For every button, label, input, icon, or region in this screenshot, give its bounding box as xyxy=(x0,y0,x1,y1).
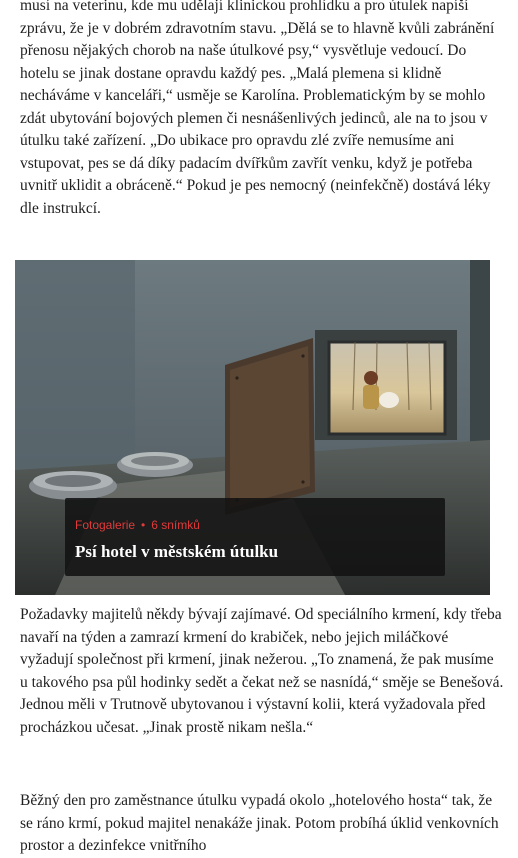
photo-gallery-card[interactable] xyxy=(15,260,490,595)
article-paragraph: musí na veterinu, kde mu udělají klinickou prohlídku a pro útulek napíší zprávu, že je v dobrém zdravotním stavu. „Dělá se to hlavně kvůli zabránění přenosu nějakých chorob na naše útulkové psy,“ vysvětluje vedoucí. Do hotelu se jinak dostane opravdu každý pes. „Malá plemena si klidně necháváme v kanceláři,“ usměje se Karolína. Problematickým by se mohlo zdát ubytování bojových plemen či nesnášenlivých jedinců, ale na to jsou v útulku také zařízení. „Do ubikace pro opravdu zlé zvíře nemusíme ani vstupovat, pes se dá díky padacím dvířkům zavřít venku, když je potřeba uvnitř uklidit a obráceně.“ Pokud je pes nemocný (neinfekčně) dostává léky dle instrukcí. xyxy=(20,0,495,217)
separator-dot: • xyxy=(141,518,146,532)
gallery-meta xyxy=(75,518,200,532)
gallery-photo-count: 6 snímků xyxy=(151,518,200,532)
gallery-category: Fotogalerie xyxy=(75,518,136,532)
gallery-caption xyxy=(65,498,445,576)
article-paragraph: Požadavky majitelů někdy bývají zajímavé. Od speciálního krmení, kdy třeba navaří na týden a zamrazí krmení do krabiček, nebo jejich miláčkové vyžadují společnost při krmení, jinak nežerou. „To znamená, že pak musíme u takového psa půl hodinky sedět a čekat než se nasnídá,“ směje se Benešová. Jednou měli v Trutnově ubytovanou i výstavní kolii, která vyžadovala před procházkou učesat. „Jinak prostě nikam nešla.“ xyxy=(20,606,504,736)
article-paragraph: Běžný den pro zaměstnance útulku vypadá okolo „hotelového hosta“ tak, že se ráno krmí, pokud majitel nenakáže jinak. Potom probíhá úklid venkovních prostor a dezinfekce vnitřního xyxy=(20,792,499,854)
gallery-title[interactable]: Psí hotel v městském útulku xyxy=(75,542,279,561)
